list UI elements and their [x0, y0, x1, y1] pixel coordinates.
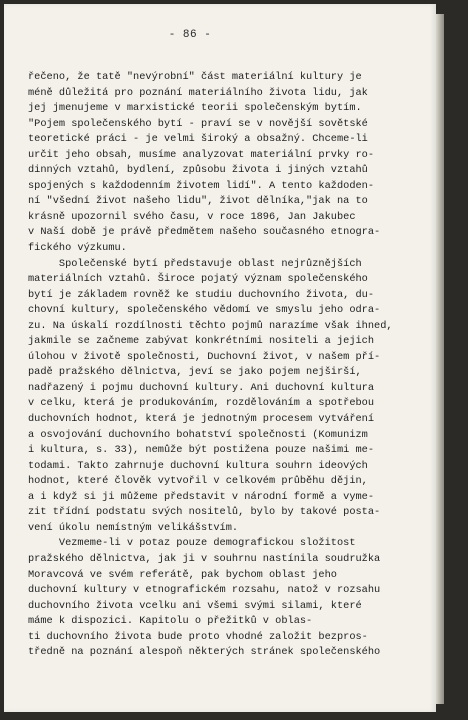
- text-line: Moravcová ve svém referátě, pak bychom oblast jeho: [28, 568, 337, 581]
- text-line: ní "všední život našeho lidu", život dělníka,"jak na to: [28, 195, 368, 208]
- text-line: nadřazený i pojmu duchovní kultury. Ani duchovní kultura: [28, 381, 375, 394]
- document-page: [4, 4, 436, 712]
- text-line: Společenské bytí představuje oblast nejrůznějších: [28, 257, 362, 270]
- text-line: máme k dispozici. Kapitolu o přežitků v oblas-: [28, 615, 313, 628]
- text-line: jej jmenujeme v marxistické teorii společenským bytím.: [28, 102, 362, 115]
- text-line: pražského dělnictva, jak ji v souhrnu nastínila soudružka: [28, 552, 381, 565]
- text-line: zit třídní podstatu svých nositelů, bylo by takové posta-: [28, 506, 381, 519]
- text-line: chovní kultury, společenského vědomí ve smyslu jeho odra-: [28, 304, 381, 317]
- text-line: padě pražského dělnictva, jeví se jako pojem nejširší,: [28, 366, 362, 379]
- text-line: v Naší době je právě předmětem našeho současného etnogra-: [28, 226, 381, 239]
- text-line: todami. Takto zahrnuje duchovní kultura souhrn ideových: [28, 459, 368, 472]
- page-number: - 86 -: [168, 29, 212, 41]
- text-line: materiálních vztahů. Široce pojatý význam společenského: [28, 273, 368, 286]
- text-line: ti duchovního života bude proto vhodné založit bezpros-: [28, 630, 368, 643]
- text-line: méně důležitá pro poznání materiálního života lidu, jak: [28, 86, 368, 99]
- text-line: určit jeho obsah, musíme analyzovat materiální prvky ro-: [28, 148, 375, 161]
- text-line: jakmile se začneme zabývat konkrétními nositeli a jejich: [28, 335, 375, 348]
- text-line: zu. Na úskalí rozdílnosti těchto pojmů narazíme však ihned,: [28, 319, 393, 332]
- body-text: [28, 70, 408, 661]
- text-line: hodnot, které člověk vytvořil v celkovém průběhu dějin,: [28, 475, 368, 488]
- text-line: teoretické práci - je velmi široký a obsažný. Chceme-li: [28, 133, 368, 146]
- page-edge: [436, 14, 444, 704]
- text-line: fického výzkumu.: [28, 242, 127, 255]
- text-line: dinných vztahů, bydlení, způsobu života i jiných vztahů: [28, 164, 368, 177]
- text-line: tředně na poznání alespoň některých stránek společenského: [28, 646, 381, 659]
- text-line: vení úkolu nemístným velikášstvím.: [28, 521, 239, 534]
- text-line: krásně upozornil svého času, v roce 1896, Jan Jakubec: [28, 210, 356, 223]
- text-line: i kultura, s. 33), nemůže být postižena pouze našimi me-: [28, 444, 375, 457]
- text-line: a i když si ji můžeme představit v národní formě a vyme-: [28, 490, 375, 503]
- text-line: řečeno, že tatě "nevýrobní" část materiální kultury je: [28, 71, 362, 83]
- text-line: "Pojem společenského bytí - praví se v novější sovětské: [28, 117, 368, 130]
- text-line: Vezmeme-li v potaz pouze demografickou složitost: [28, 537, 356, 550]
- text-line: duchovního života vcelku ani všemi svými silami, které: [28, 599, 362, 612]
- text-line: duchovních hodnot, která je jednotným procesem vytváření: [28, 413, 375, 426]
- text-line: a osvojování duchovního bohatství společnosti (Komunizm: [28, 428, 368, 441]
- text-line: bytí je základem rovněž ke studiu duchovního života, du-: [28, 288, 375, 301]
- text-line: úlohou v životě společnosti, Duchovní život, v našem pří-: [28, 350, 381, 363]
- text-line: v celku, která je produkováním, rozdělováním a spotřebou: [28, 397, 375, 410]
- text-line: duchovní kultury v etnografickém rozsahu, natož v rozsahu: [28, 584, 381, 597]
- text-line: spojených s každodenním životem lidí". A tento každoden-: [28, 179, 375, 192]
